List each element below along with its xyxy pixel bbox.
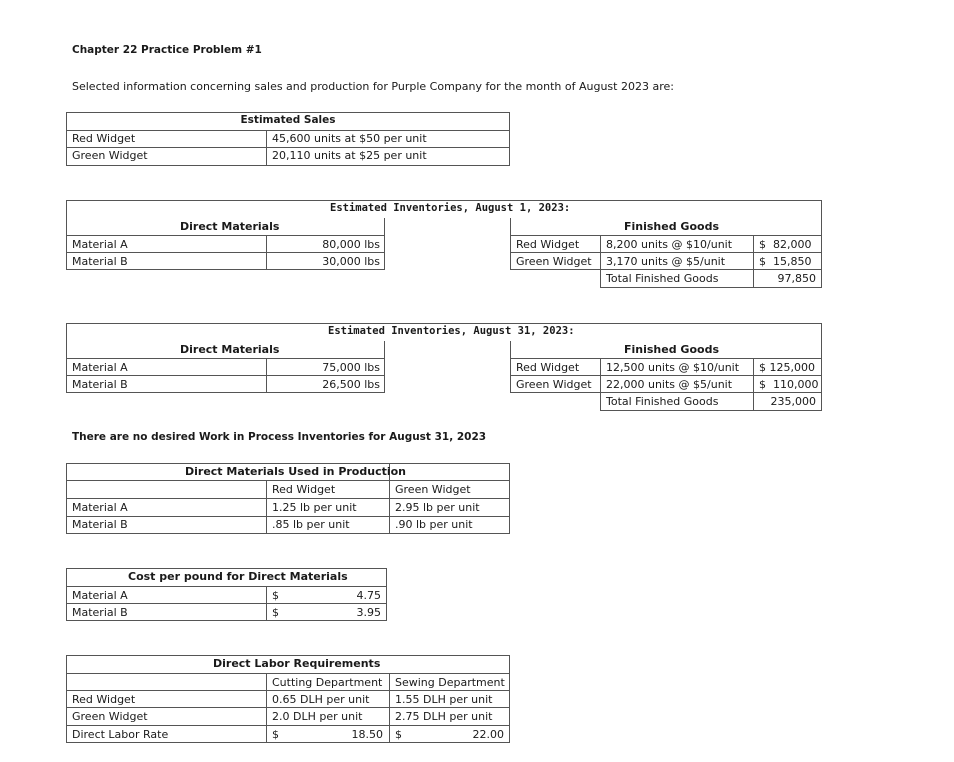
cost-mat-a-value: 4.75 [356,589,381,602]
labor-col-sewing: Sewing Department [395,676,505,689]
cost-mat-b-value: 3.95 [356,606,381,619]
labor-col-cutting: Cutting Department [272,676,383,689]
labor-green-cutting: 2.0 DLH per unit [272,710,363,723]
labor-red-sewing: 1.55 DLH per unit [395,693,493,706]
inv-aug31-red-amount: $ 125,000 [759,361,815,374]
inv-aug31-green-label: Green Widget [516,378,592,391]
inv-aug31-mat-a-value: 75,000 lbs [322,361,380,374]
cost-mat-b-currency: $ [272,606,279,619]
inv-aug1-red-label: Red Widget [516,238,580,251]
inv-aug1-mat-b-value: 30,000 lbs [322,255,380,268]
sales-green-label: Green Widget [72,149,148,162]
wip-note: There are no desired Work in Process Inventories for August 31, 2023 [72,431,487,443]
inv-aug31-green-amount: $ 110,000 [759,378,819,391]
cost-mat-b-label: Material B [72,606,128,619]
dm-used-mat-b-red: .85 lb per unit [272,518,350,531]
labor-heading: Direct Labor Requirements [213,657,381,670]
inv-aug1-mat-a-value: 80,000 lbs [322,238,380,251]
inv-aug1-heading: Estimated Inventories, August 1, 2023: [330,202,571,214]
inv-aug1-red-units: 8,200 units @ $10/unit [606,238,733,251]
inv-aug31-total: 235,000 [770,395,816,408]
labor-rate-sewing: 22.00 [472,728,504,741]
inv-aug31-green-units: 22,000 units @ $5/unit [606,378,733,391]
page-title: Chapter 22 Practice Problem #1 [72,44,262,56]
inv-aug31-total-label: Total Finished Goods [606,395,719,408]
dm-used-mat-a-red: 1.25 lb per unit [272,501,357,514]
inv-aug1-dm-heading: Direct Materials [180,220,280,233]
dm-used-mat-a-green: 2.95 lb per unit [395,501,480,514]
labor-red-cutting: 0.65 DLH per unit [272,693,370,706]
labor-rate-sewing-currency: $ [395,728,402,741]
inv-aug1-green-units: 3,170 units @ $5/unit [606,255,726,268]
labor-green-label: Green Widget [72,710,148,723]
inv-aug31-mat-b-label: Material B [72,378,128,391]
cost-mat-a-currency: $ [272,589,279,602]
inv-aug31-mat-a-label: Material A [72,361,128,374]
inv-aug31-dm-heading: Direct Materials [180,343,280,356]
labor-red-label: Red Widget [72,693,136,706]
intro-text: Selected information concerning sales and production for Purple Company for the month of August 2023 are: [72,80,674,93]
inv-aug1-green-label: Green Widget [516,255,592,268]
sales-red-label: Red Widget [72,132,136,145]
inv-aug1-green-amount: $ 15,850 [759,255,812,268]
estimated-sales-heading: Estimated Sales [240,114,336,126]
dm-used-mat-b-green: .90 lb per unit [395,518,473,531]
inv-aug1-red-amount: $ 82,000 [759,238,812,251]
dm-used-col-green: Green Widget [395,483,471,496]
labor-green-sewing: 2.75 DLH per unit [395,710,493,723]
inv-aug1-fg-heading: Finished Goods [624,220,719,233]
labor-rate-cutting-currency: $ [272,728,279,741]
inv-aug31-red-label: Red Widget [516,361,580,374]
labor-rate-cutting: 18.50 [351,728,383,741]
labor-rate-label: Direct Labor Rate [72,728,169,741]
inv-aug1-total: 97,850 [777,272,816,285]
cost-per-pound-heading: Cost per pound for Direct Materials [128,570,348,583]
inv-aug31-heading: Estimated Inventories, August 31, 2023: [328,325,575,337]
cost-mat-a-label: Material A [72,589,128,602]
dm-used-mat-b-label: Material B [72,518,128,531]
inv-aug31-mat-b-value: 26,500 lbs [322,378,380,391]
dm-used-mat-a-label: Material A [72,501,128,514]
inv-aug31-fg-heading: Finished Goods [624,343,719,356]
inv-aug1-total-label: Total Finished Goods [606,272,719,285]
inv-aug31-red-units: 12,500 units @ $10/unit [606,361,740,374]
sales-red-value: 45,600 units at $50 per unit [272,132,427,145]
inv-aug1-mat-a-label: Material A [72,238,128,251]
inv-aug1-mat-b-label: Material B [72,255,128,268]
dm-used-col-red: Red Widget [272,483,336,496]
dm-used-heading: Direct Materials Used in Production [185,465,407,478]
sales-green-value: 20,110 units at $25 per unit [272,149,427,162]
